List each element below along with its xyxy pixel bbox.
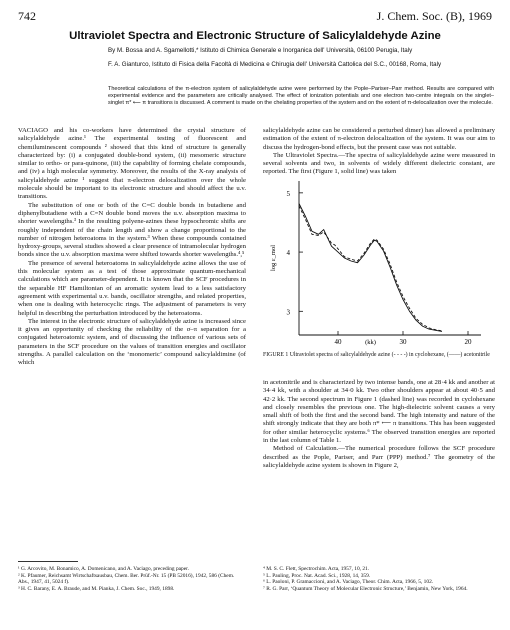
footnote: ⁷ R. G. Parr, ‘Quantum Theory of Molecular Electronic Structure,’ Benjamin, New York, 1964.: [263, 585, 468, 592]
right-column-top: [263, 127, 495, 177]
page-number: 742: [18, 9, 36, 23]
footnote: ³ H. C. Barany, E. A. Braude, and M. Pianka, J. Chem. Soc., 1949, 1898.: [18, 585, 175, 592]
y-tick-label: 3: [286, 308, 290, 317]
figure-label: FIGURE 1: [263, 352, 289, 358]
figure-caption: [263, 352, 495, 359]
y-tick-label: 5: [286, 189, 290, 198]
paragraph: The interest in the electronic structure of salicylaldehyde azine is increased since it gives an opportunity of checking the reliability of the σ–π separation for a conjugated heteroatomic system, and of discussing the influence of various sets of parameters in the SCF procedure on the values of transition energies and oscillator strengths. A parallel calculation on the ‘monomeric’ compound salicylaldimine (of which: [18, 317, 246, 367]
paragraph: VACIAGO and his co-workers have determined the crystal structure of salicylaldehyde azine.¹ The experimental testing of fluorescent and chemiluminescent compounds ² showed that this kind of structure is generally characterized by: (i) a conjugated double-bond system, (ii) mesomeric structure similar to ortho- or para-quinone, (iii) the capability of forming chelate compounds, and (iv) a high molecular symmetry. Moreover, the results of the X-ray analysis of salicylaldehyde azine ¹ suggest that π-electron delocalization over the whole molecule should be important to its electronic structure and should affect the u.v. transitions.: [18, 127, 246, 201]
left-column: [18, 127, 246, 368]
paragraph: Method of Calculation.—The numerical procedure follows the SCF procedure described as the Pople, Pariser, and Parr (PPP) method.⁷ The geometry of the salicylaldehyde azine system is shown in Figure 2,: [263, 445, 495, 469]
footnotes-left: [18, 566, 246, 592]
journal-reference: J. Chem. Soc. (B), 1969: [376, 9, 492, 23]
right-column-bottom: [263, 379, 495, 470]
paragraph: salicylaldehyde azine can be considered a perturbed dimer) has allowed a preliminary estimation of the extent of π-electron delocalization of the system. It was our aim to discuss the hydrogen-bond effects, but the present case was not suitable.: [263, 127, 495, 151]
y-axis-label: log ε_mol: [270, 244, 277, 272]
x-tick-label: 40: [334, 338, 342, 346]
abstract: Theoretical calculations of the π-electron system of salicylaldehyde azine were performed by the Pople–Pariser–Parr method. Results are compared with experimental evidence and the parameters are critically analysed. The effect of ionization potentials and one electron two-centre integrals on the singlet–singlet π* ⟵ π transitions is discussed. A comment is made on the chelating properties of the system and on the extent of π-delocalization over the molecule.: [108, 86, 494, 106]
footnote: ⁴ M. S. C. Flett, Spectrochim. Acta, 1957, 10, 21.: [263, 566, 370, 572]
author-affiliation-2: F. A. Gianturco, Istituto di Fisica della Facoltà di Medicina e Chirugia dell' Università Cattolica del S.C., 00168, Roma, Italy: [108, 61, 442, 68]
uv-spectrum-chart: [263, 175, 495, 353]
series-line-acetonitrile: [299, 204, 442, 332]
footnote-rule: [18, 561, 78, 562]
footnotes-right: [263, 566, 495, 592]
figure-caption-text: Ultraviolet spectra of salicylaldehyde azine (- - - -) in cyclohexane, (——) acetonitrile: [289, 352, 490, 358]
author-affiliation-1: By M. Bossa and A. Sgamellotti,* Istituto di Chimica Generale e Inorganica dell' Università, 06100 Perugia, Italy: [108, 47, 413, 54]
article-title: Ultraviolet Spectra and Electronic Structure of Salicylaldehyde Azine: [69, 30, 441, 42]
x-axis-label: (kk): [365, 339, 376, 346]
paragraph: The Ultraviolet Spectra.—The spectra of salicylaldehyde azine were measured in several solvents and two, in solvents of widely different dielectric constant, are reported. The first (Figure 1, solid line) was taken: [263, 151, 495, 176]
x-tick-label: 30: [399, 338, 407, 346]
series-line-cyclohexane: [299, 206, 442, 331]
figure-1: [263, 175, 495, 365]
footnote: ² K. Pfaumer, Reichsamt Wirtschaftsausbau, Chem. Ber. Prüf.-Nr. 15 (PB 52016), 1942, 586 (Chem. Abs., 1947, 41, 5024 f).: [18, 572, 235, 586]
y-tick-label: 4: [286, 249, 290, 258]
footnote: ⁶ L. Paoloni, P. Gramaccioni, and A. Vaciago, Theor. Chim. Acta, 1966, 5, 102.: [263, 579, 434, 586]
paragraph: The substitution of one or both of the C=C double bonds in butadiene and diphenylbutadiene with a C=N double bond moves the u.v. absorption maxima to shorter wavelengths.³ In the resulting polyene-azines these hypsochromic shifts are roughly independent of the chain length and show a change proportional to the number of nitrogen heteroatoms in the system.³ When these compounds contained hydroxy-groups, several studies showed a clear presence of intramolecular hydrogen bonds since the u.v. absorption maxima were shifted towards shorter wavelengths.⁴,⁵: [18, 201, 246, 259]
paragraph: in acetonitrile and is characterized by two intense bands, one at 28·4 kk and another at 34·4 kk, with a shoulder at 34·0 kk. Two other shoulders appear at about 40·5 and 42·2 kk. The second spectrum in Figure 1 (dashed line) was recorded in cyclohexane and closely resembles the previous one. The high-dielectric solvent causes a very small shift of both the first and the second band. The high intensity and nature of the shift strongly indicate that they are both π* ⟵ π transitions. This has been suggested for other similar heterocyclic systems.⁶ The observed transition energies are reported in the last column of Table 1.: [263, 379, 495, 445]
paragraph: The presence of several heteroatoms in salicylaldehyde azine allows the use of this molecular system as a test of those approximate quantum-mechanical calculations which are parameter-dependent. It is known that the SCF procedures in the separable HF Hamiltonian of an aromatic system lead to a less satisfactory agreement with experimental u.v. bands, oscillator strengths, and related properties, when one is dealing with heterocyclic rings. The adjustment of parameters is very helpful in describing the perturbation introduced by the heteroatoms.: [18, 259, 246, 317]
x-tick-label: 20: [464, 338, 472, 346]
footnote: ¹ G. Arcovito, M. Bonamico, A. Domenicano, and A. Vaciago, preceding paper.: [18, 566, 189, 572]
footnote: ⁵ L. Pauling, Proc. Nat. Acad. Sci., 1928, 14, 359.: [263, 572, 371, 579]
